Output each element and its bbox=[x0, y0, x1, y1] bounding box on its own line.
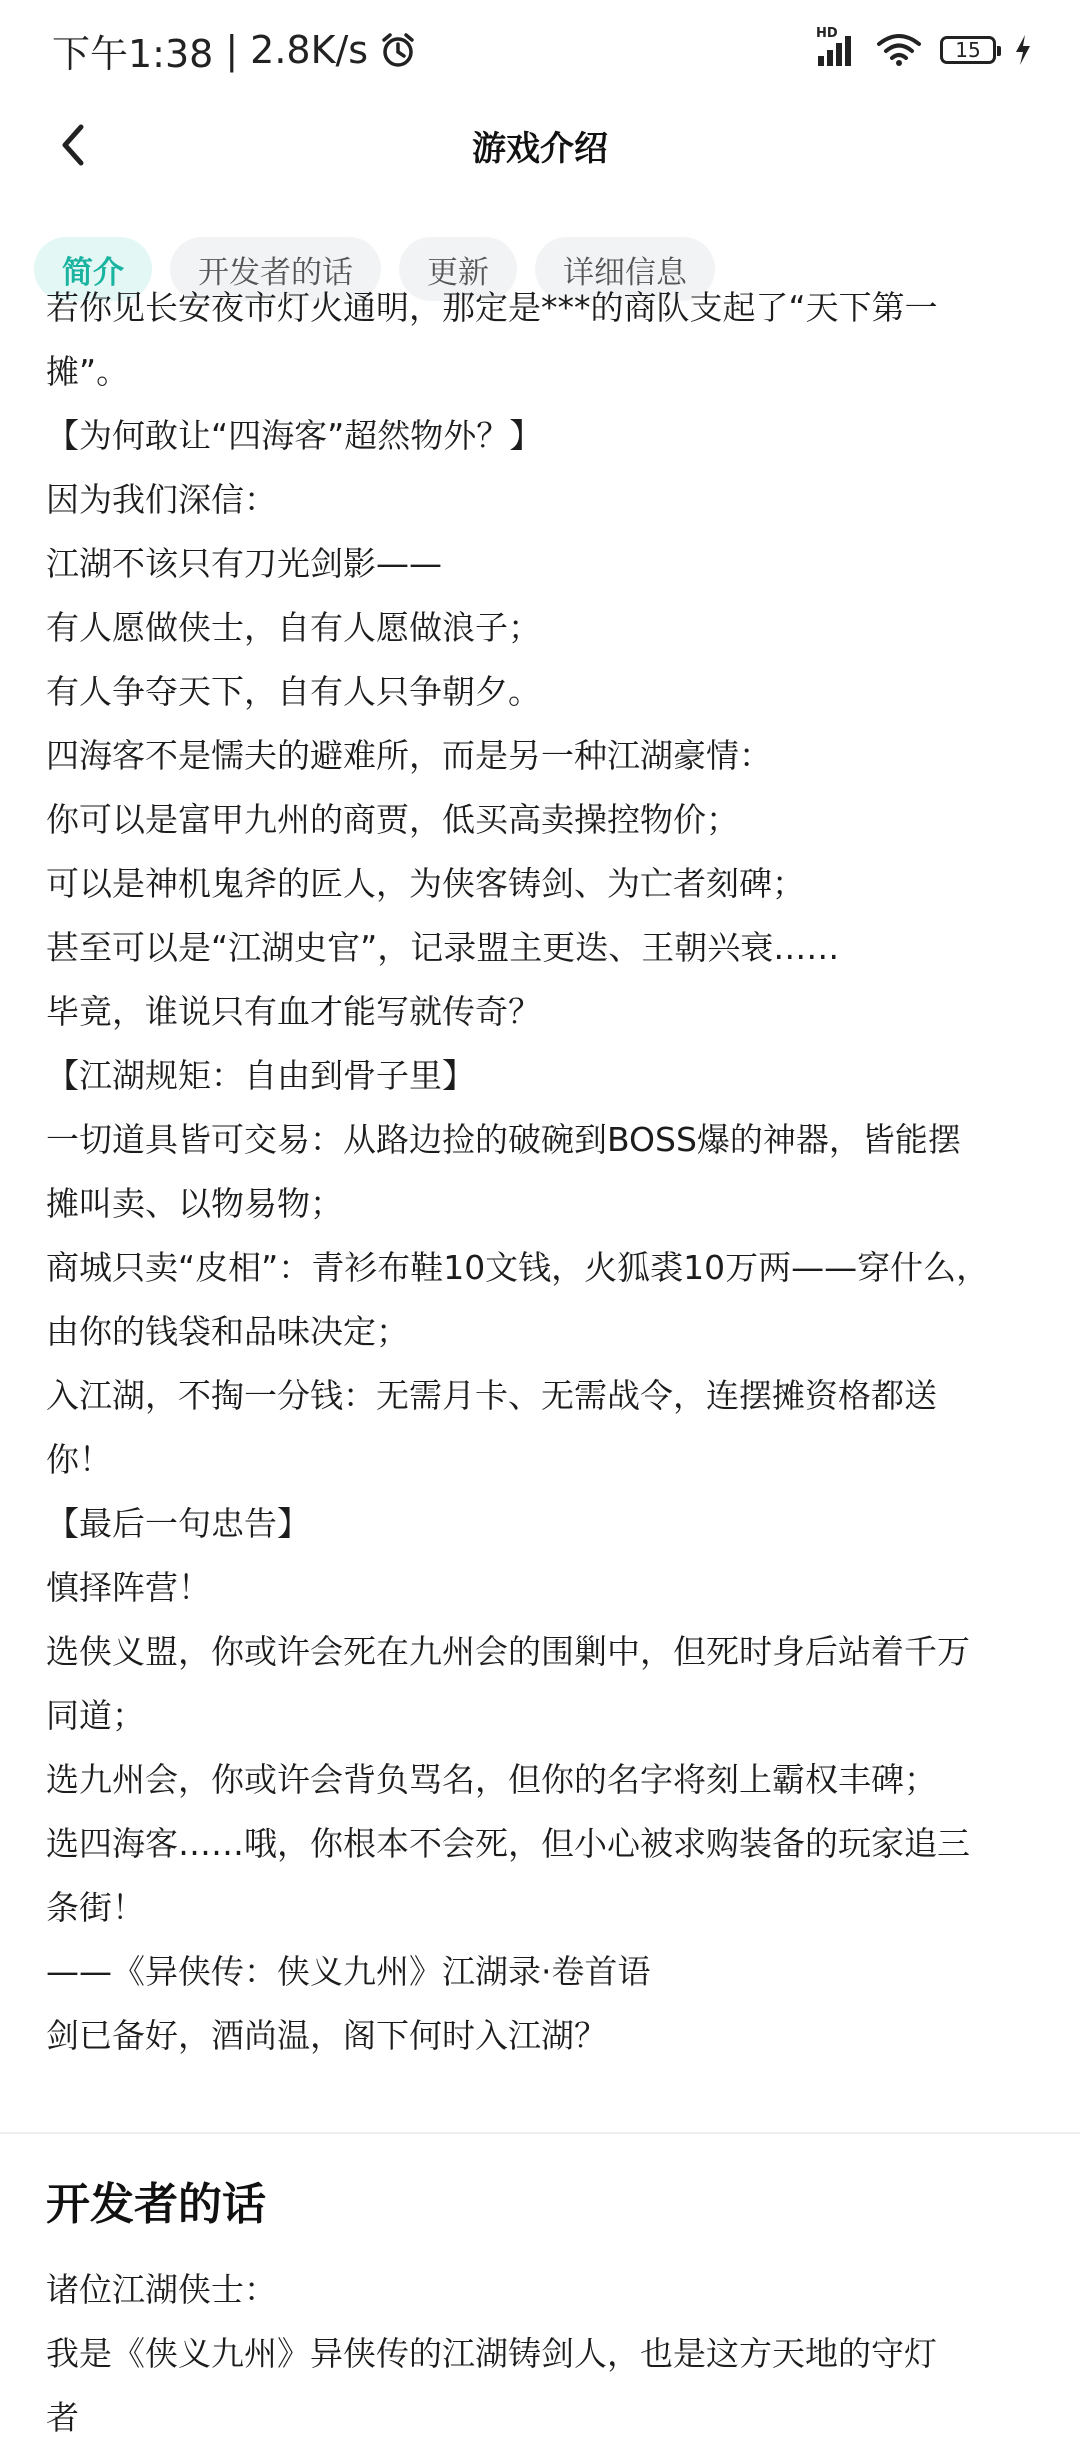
intro-line: 【为何敢让“四海客”超然物外？】 bbox=[46, 416, 543, 455]
intro-line: 选侠义盟，你或许会死在九州会的围剿中，但死时身后站着千万 bbox=[46, 1632, 970, 1671]
charging-icon bbox=[1014, 34, 1032, 66]
intro-line: 选九州会，你或许会背负骂名，但你的名字将刻上霸权丰碑； bbox=[46, 1760, 937, 1799]
status-left bbox=[52, 23, 418, 78]
tab-updates[interactable]: 更新 bbox=[399, 237, 517, 301]
hd-label: HD bbox=[816, 26, 838, 41]
status-right bbox=[814, 26, 1032, 68]
back-button[interactable] bbox=[46, 118, 100, 172]
intro-line: 摊叫卖、以物易物； bbox=[46, 1184, 343, 1223]
alarm-icon bbox=[378, 30, 418, 70]
section-divider bbox=[0, 2132, 1080, 2134]
battery-icon bbox=[940, 36, 996, 64]
intro-line: 有人愿做侠士，自有人愿做浪子； bbox=[46, 608, 541, 647]
intro-line: 慎择阵营！ bbox=[46, 1568, 211, 1607]
intro-line: 你！ bbox=[46, 1440, 112, 1479]
intro-line: 【江湖规矩：自由到骨子里】 bbox=[46, 1056, 475, 1095]
content-scroll-area[interactable] bbox=[0, 288, 1080, 2437]
intro-line: 有人争夺天下，自有人只争朝夕。 bbox=[46, 672, 541, 711]
developer-line: 者 bbox=[46, 2398, 79, 2437]
intro-line: 因为我们深信： bbox=[46, 480, 277, 519]
intro-line: 你可以是富甲九州的商贾，低买高卖操控物价； bbox=[46, 800, 739, 839]
intro-line: 毕竟，谁说只有血才能写就传奇？ bbox=[46, 992, 541, 1031]
intro-line: ——《异侠传：侠义九州》江湖录·卷首语 bbox=[46, 1952, 651, 1991]
intro-line: 甚至可以是“江湖史官”，记录盟主更迭、王朝兴衰…… bbox=[46, 928, 840, 967]
intro-line: 一切道具皆可交易：从路边捡的破碗到BOSS爆的神器，皆能摆 bbox=[46, 1120, 961, 1159]
intro-line: 商城只卖“皮相”：青衫布鞋10文钱，火狐裘10万两——穿什么， bbox=[46, 1248, 990, 1287]
tab-intro[interactable]: 简介 bbox=[34, 237, 152, 301]
page-title: 游戏介绍 bbox=[472, 128, 608, 169]
intro-line: 四海客不是懦夫的避难所，而是另一种江湖豪情： bbox=[46, 736, 772, 775]
signal-icon bbox=[814, 26, 858, 68]
intro-text bbox=[46, 276, 1038, 2068]
tab-details[interactable]: 详细信息 bbox=[535, 237, 715, 301]
developer-section bbox=[46, 2170, 1038, 2450]
chevron-left-icon bbox=[57, 123, 89, 167]
intro-line: 条街！ bbox=[46, 1888, 145, 1927]
intro-line: 选四海客……哦，你根本不会死，但小心被求购装备的玩家追三 bbox=[46, 1824, 970, 1863]
status-separator: | bbox=[225, 28, 239, 72]
intro-line: 入江湖，不掏一分钱：无需月卡、无需战令，连摆摊资格都送 bbox=[46, 1376, 937, 1415]
status-time: 下午1:38 bbox=[52, 31, 214, 76]
tab-developer-notes[interactable]: 开发者的话 bbox=[170, 237, 381, 301]
intro-line: 江湖不该只有刀光剑影—— bbox=[46, 544, 442, 583]
wifi-icon bbox=[876, 32, 922, 68]
network-speed: 2.8K/s bbox=[250, 28, 369, 72]
battery-level: 15 bbox=[955, 38, 981, 62]
intro-line: 由你的钱袋和品味决定； bbox=[46, 1312, 409, 1351]
developer-text bbox=[46, 2258, 1038, 2450]
intro-line: 同道； bbox=[46, 1696, 145, 1735]
developer-line: 诸位江湖侠士： bbox=[46, 2270, 277, 2309]
intro-line: 【最后一句忠告】 bbox=[46, 1504, 310, 1543]
developer-line: 我是《侠义九州》异侠传的江湖铸剑人，也是这方天地的守灯 bbox=[46, 2334, 937, 2373]
developer-section-title: 开发者的话 bbox=[46, 2179, 266, 2230]
intro-line: 剑已备好，酒尚温，阁下何时入江湖？ bbox=[46, 2016, 607, 2055]
header bbox=[0, 100, 1080, 190]
intro-line: 可以是神机鬼斧的匠人，为侠客铸剑、为亡者刻碑； bbox=[46, 864, 805, 903]
intro-line: 摊”。 bbox=[46, 352, 130, 391]
intro-line: 若你见长安夜市灯火通明，那定是***的商队支起了“天下第一 bbox=[46, 288, 938, 327]
status-bar bbox=[0, 0, 1080, 100]
